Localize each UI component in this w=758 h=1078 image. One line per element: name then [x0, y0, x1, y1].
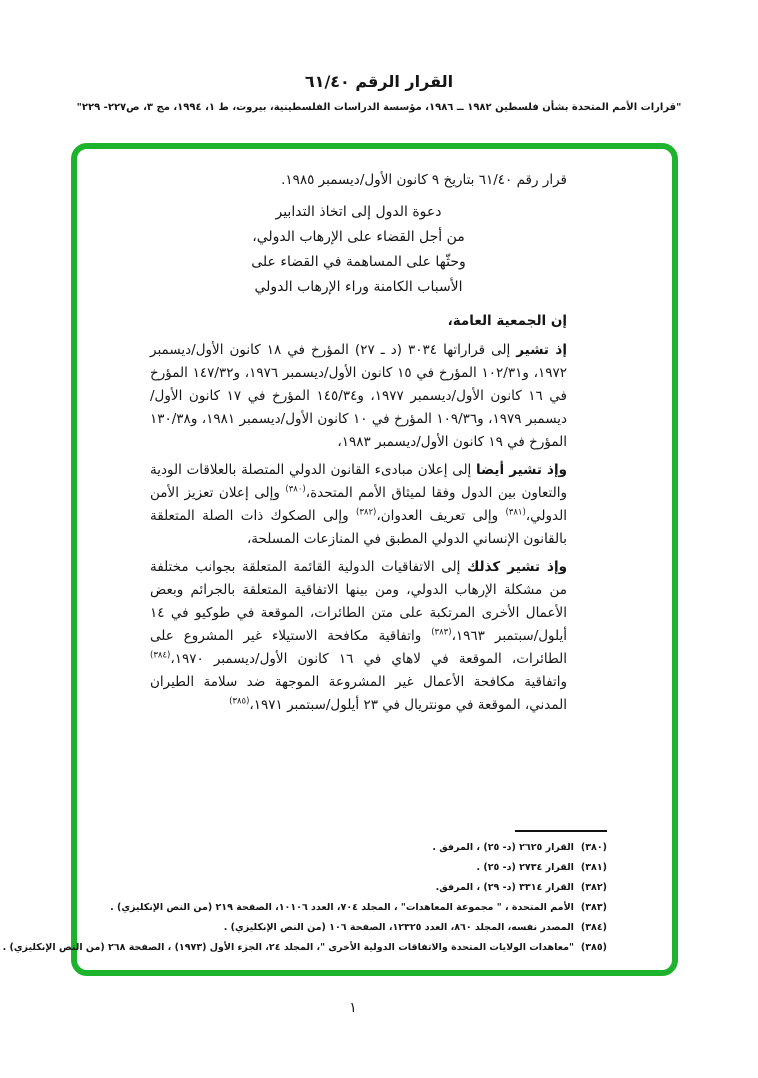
- footnotes-section: [2, 830, 607, 958]
- footnote-marker: (٣٨٠): [580, 842, 607, 853]
- footnote-reference: (٣٨٤): [150, 650, 171, 661]
- footnotes-list: [2, 838, 607, 958]
- footnote-text: القرار ٢٧٣٤ (د- ٢٥) .: [476, 862, 574, 873]
- footnote-marker: (٣٨٤): [580, 922, 607, 933]
- paragraph-text: واتفاقية مكافحة الاستيلاء غير المشروع على الطائرات، الموقعة في لاهاي في ١٦ كانون الأول/ديسمبر ١٩٧٠،: [150, 628, 567, 667]
- footnote-text: القرار ٣٣١٤ (د- ٢٩) ، المرفق.: [435, 882, 574, 893]
- footnote-marker: (٣٨١): [580, 862, 607, 873]
- footnote-marker: (٣٨٣): [580, 902, 607, 913]
- footnote-marker: (٣٨٥): [580, 942, 607, 953]
- resolution-frame: [2, 143, 678, 976]
- salutation-line: إن الجمعية العامة،: [447, 313, 567, 329]
- paragraph-lead-in: وإذ تشير كذلك: [466, 559, 567, 575]
- paragraph-text: واتفاقية مكافحة الأعمال غير المشروعة الموجهة ضد سلامة الطيران المدني، الموقعة في مونتريال في ٢٣ أيلول/سبتمبر ١٩٧١،: [150, 674, 567, 713]
- paragraph-text: وإلى إعلان تعزيز الأمن الدولي،: [150, 485, 567, 524]
- footnote-reference: (٣٨٠): [285, 484, 306, 495]
- frame-content: [2, 149, 672, 970]
- footnote-separator: [515, 830, 607, 832]
- page-title: القرار الرقم ٦١/٤٠: [304, 72, 454, 91]
- footnote-text: المصدر نفسه، المجلد ٨٦٠، العدد ١٢٣٢٥، الصفحة ١٠٦ (من النص الإنكليزي) .: [223, 922, 574, 933]
- paragraph-lead-in: وإذ تشير أيضا: [476, 462, 567, 478]
- resolution-heading-line: وحثّها على المساهمة في القضاء على: [251, 254, 466, 270]
- paragraph-text: وإلى الصكوك ذات الصلة المتعلقة بالقانون الإنساني الدولي المطبق في المنازعات المسلحة،: [150, 508, 567, 547]
- footnote-reference: (٣٨٣): [431, 627, 452, 638]
- body-paragraph: [150, 339, 567, 454]
- page-number: ١: [349, 1000, 357, 1016]
- footnote-item: [103, 838, 607, 858]
- resolution-heading-line: من أجل القضاء على الإرهاب الدولي،: [252, 229, 465, 245]
- paragraph-text: إلى قراراتها ٣٠٣٤ (د ـ ٢٧) المؤرخ في ١٨ كانون الأول/ديسمبر ١٩٧٢، و١٠٢/٣١ المؤرخ في ١٥ كانون الأول/ديسمبر ١٩٧٦، و١٤٧/٣٢ المؤرخ في ١٦ كانون الأول/ديسمبر ١٩٧٧، و١٤٥/٣٤ المؤرخ في ١٧ كانون الأول/ديسمبر ١٩٧٩، و١٠٩/٣٦ المؤرخ في ١٠ كانون الأول/ديسمبر ١٩٨١، و١٣٠/٣٨ المؤرخ في ١٩ كانون الأول/ديسمبر ١٩٨٣،: [150, 342, 568, 450]
- resolution-date-line: قرار رقم ٦١/٤٠ بتاريخ ٩ كانون الأول/ديسمبر ١٩٨٥.: [281, 172, 567, 188]
- footnote-item: [103, 918, 607, 938]
- body-paragraph: [150, 556, 567, 717]
- footnote-text: "معاهدات الولايات المتحدة والاتفاقات الدولية الأخرى "، المجلد ٢٤، الجزء الأول (١٩٧٣) ، الصفحة ٢٦٨ (من النص الإنكليزي) .: [2, 942, 574, 953]
- footnote-text: القرار ٢٦٢٥ (د- ٢٥) ، المرفق .: [432, 842, 574, 853]
- paragraph-text: وإلى تعريف العدوان،: [376, 508, 506, 524]
- paragraph-text: إلى إعلان مبادىء القانون الدولي المتصلة بالعلاقات الودية والتعاون بين الدول وفقا لميثاق الأمم المتحدة،: [150, 462, 567, 501]
- footnote-marker: (٣٨٢): [580, 882, 607, 893]
- body-paragraph: [150, 459, 567, 551]
- resolution-heading-line: الأسباب الكامنة وراء الإرهاب الدولي: [254, 279, 463, 295]
- source-citation: "قرارات الأمم المتحدة بشأن فلسطين ١٩٨٢ ــ ١٩٨٦، مؤسسة الدراسات الفلسطينية، بيروت، ط ١، ١٩٩٤، مج ٣، ص٢٢٧- ٢٢٩": [76, 102, 682, 113]
- paragraph-lead-in: إذ تشير: [516, 342, 567, 358]
- resolution-paragraphs: [150, 339, 567, 717]
- footnote-item: [103, 878, 607, 898]
- footnote-reference: (٣٨٢): [355, 507, 377, 518]
- footnote-reference: (٣٨١): [505, 507, 526, 518]
- resolution-heading-line: دعوة الدول إلى اتخاذ التدابير: [275, 204, 442, 220]
- resolution-heading: [150, 200, 567, 300]
- paragraph-text: إلى الاتفاقيات الدولية القائمة المتعلقة بجوانب مختلفة من مشكلة الإرهاب الدولي، ومن بينها الاتفاقية المتعلقة بالجرائم وبعض الأعمال الأخرى المرتكبة على متن الطائرات، الموقعة في طوكيو في ١٤ أيلول/سبتمبر ١٩٦٣،: [150, 559, 568, 644]
- footnote-item: [2, 938, 607, 958]
- footnote-item: [103, 898, 607, 918]
- footnote-reference: (٣٨٥): [229, 696, 250, 707]
- footnote-item: [103, 858, 607, 878]
- footnote-text: الأمم المتحدة ، " مجموعة المعاهدات" ، المجلد ٧٠٤، العدد ١٠١٠٦، الصفحة ٢١٩ (من النص الإنكليزي) .: [110, 902, 574, 913]
- resolution-body: [150, 169, 567, 722]
